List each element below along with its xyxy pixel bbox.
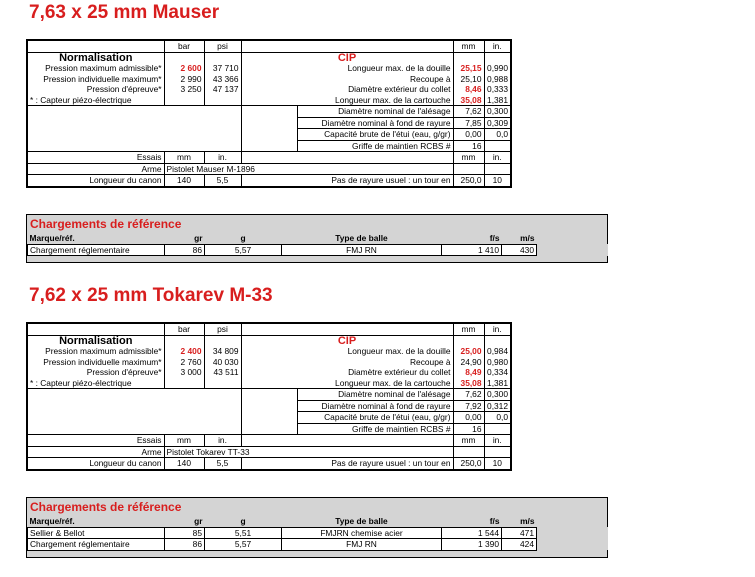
blank-cell bbox=[484, 163, 511, 175]
load-ms: 424 bbox=[502, 539, 537, 551]
pressure-bar-value: 2 400 bbox=[164, 346, 204, 357]
pressure-label: Pression maximum admissible* bbox=[27, 63, 164, 74]
weapon-label: Arme bbox=[27, 446, 164, 458]
dimension-in-value: 0,0 bbox=[484, 129, 511, 141]
dimension-mm-value: 35,08 bbox=[453, 378, 484, 389]
col-header-fps: f/s bbox=[489, 516, 500, 527]
unit-bar: bar bbox=[164, 40, 204, 52]
dimension-in-value: 0,990 bbox=[484, 63, 511, 74]
unit-in: in. bbox=[484, 435, 511, 447]
blank-cell bbox=[241, 412, 297, 424]
footnote: * : Capteur piézo-électrique bbox=[27, 95, 164, 106]
dimension-mm-value: 0,00 bbox=[453, 129, 484, 141]
dimension-mm-value: 24,90 bbox=[453, 357, 484, 368]
dimension-in-value: 0,312 bbox=[484, 400, 511, 412]
unit-mm: mm bbox=[453, 152, 484, 164]
unit-in: in. bbox=[204, 152, 241, 164]
blank-cell bbox=[484, 335, 511, 346]
blank-cell bbox=[241, 106, 297, 118]
dimension-in-value: 0,333 bbox=[484, 84, 511, 95]
essais-header: Essais bbox=[27, 152, 164, 164]
blank-cell bbox=[28, 550, 608, 557]
unit-in: in. bbox=[204, 435, 241, 447]
load-fps: 1 410 bbox=[442, 244, 502, 256]
reference-loads-title: Chargements de référence bbox=[30, 500, 182, 514]
blank-cell bbox=[241, 95, 297, 106]
dimension-mm-value: 16 bbox=[453, 140, 484, 152]
unit-mm: mm bbox=[164, 152, 204, 164]
blank-cell bbox=[164, 52, 204, 63]
twist-rate-mm: 250,0 bbox=[453, 175, 484, 187]
blank-cell bbox=[27, 389, 241, 401]
blank-cell bbox=[27, 423, 241, 435]
dimension-label: Griffe de maintien RCBS # bbox=[297, 140, 453, 152]
blank-cell bbox=[403, 40, 453, 52]
unit-in: in. bbox=[484, 40, 511, 52]
pressure-label: Pression maximum admissible* bbox=[27, 346, 164, 357]
col-header-grains: gr bbox=[194, 516, 203, 527]
dimension-mm-value: 25,00 bbox=[453, 346, 484, 357]
blank-cell bbox=[403, 323, 453, 335]
barrel-length-in: 5,5 bbox=[204, 175, 241, 187]
dimension-label: Recoupe à bbox=[409, 73, 451, 84]
dimension-mm-value: 7,62 bbox=[453, 389, 484, 401]
blank-cell bbox=[164, 95, 204, 106]
load-row bbox=[28, 244, 608, 256]
dimension-mm-value: 7,62 bbox=[453, 106, 484, 118]
pressure-label: Pression d'épreuve* bbox=[27, 84, 164, 95]
dimension-label: Griffe de maintien RCBS # bbox=[297, 423, 453, 435]
dimension-label: Longueur max. de la cartouche bbox=[335, 377, 451, 388]
cartridge-title: 7,63 x 25 mm Mauser bbox=[29, 2, 220, 23]
dimension-in-value: 0,984 bbox=[484, 346, 511, 357]
barrel-length-label: Longueur du canon bbox=[27, 458, 164, 470]
blank-cell bbox=[27, 117, 241, 129]
cip-header: CIP bbox=[337, 335, 357, 346]
load-bullet-type: FMJRN chemise acier bbox=[282, 527, 442, 539]
dimension-label: Diamètre nominal de l'alésage bbox=[297, 106, 453, 118]
weapon-value: Pistolet Tokarev TT-33 bbox=[164, 446, 297, 458]
blank-cell bbox=[27, 40, 164, 52]
blank-cell bbox=[241, 346, 297, 357]
blank-cell bbox=[241, 63, 297, 74]
barrel-length-label: Longueur du canon bbox=[27, 175, 164, 187]
blank-cell bbox=[453, 335, 484, 346]
blank-cell bbox=[27, 129, 241, 141]
essais-header: Essais bbox=[27, 435, 164, 447]
twist-rate-in: 10 bbox=[484, 458, 511, 470]
reference-loads-title: Chargements de référence bbox=[30, 217, 182, 231]
blank-cell bbox=[241, 435, 453, 447]
dimension-label: Capacité brute de l'étui (eau, g/gr) bbox=[297, 129, 453, 141]
dimension-in-value: 0,309 bbox=[484, 117, 511, 129]
dimension-label: Diamètre extérieur du collet bbox=[348, 367, 451, 378]
caliber-spec-table bbox=[26, 322, 510, 471]
dimension-label: Longueur max. de la douille bbox=[347, 63, 451, 74]
blank-cell bbox=[28, 256, 608, 263]
dimension-label: Longueur max. de la cartouche bbox=[335, 94, 451, 105]
dimension-in-value bbox=[484, 423, 511, 435]
dimension-in-value: 0,334 bbox=[484, 367, 511, 378]
blank-cell bbox=[537, 539, 608, 551]
normalisation-header: Normalisation bbox=[27, 52, 164, 63]
col-header-grams: g bbox=[240, 516, 246, 527]
load-row bbox=[28, 539, 608, 551]
blank-cell bbox=[241, 140, 297, 152]
blank-cell bbox=[27, 323, 164, 335]
blank-cell bbox=[241, 323, 403, 335]
blank-cell bbox=[204, 52, 241, 63]
dimension-label: Diamètre nominal à fond de rayure bbox=[297, 117, 453, 129]
pressure-psi-value: 37 710 bbox=[204, 63, 241, 74]
blank-cell bbox=[204, 95, 241, 106]
load-bullet-type: FMJ RN bbox=[282, 539, 442, 551]
col-header-grams: g bbox=[240, 233, 246, 244]
pressure-psi-value: 34 809 bbox=[204, 346, 241, 357]
normalisation-header: Normalisation bbox=[27, 335, 164, 346]
blank-cell bbox=[297, 163, 453, 175]
cartridge-title: 7,62 x 25 mm Tokarev M-33 bbox=[29, 285, 273, 306]
col-header-brand: Marque/réf. bbox=[29, 516, 75, 527]
load-ms: 471 bbox=[502, 527, 537, 539]
blank-cell bbox=[537, 516, 608, 527]
footnote: * : Capteur piézo-électrique bbox=[27, 378, 164, 389]
reference-loads-box bbox=[26, 497, 608, 558]
load-grains: 86 bbox=[165, 539, 205, 551]
col-header-ms: m/s bbox=[520, 516, 535, 527]
cip-header: CIP bbox=[337, 52, 357, 63]
load-grams: 5,51 bbox=[205, 527, 282, 539]
pressure-psi-value: 40 030 bbox=[204, 357, 241, 368]
dimension-in-value bbox=[484, 140, 511, 152]
dimension-mm-value: 7,92 bbox=[453, 400, 484, 412]
dimension-label: Capacité brute de l'étui (eau, g/gr) bbox=[297, 412, 453, 424]
load-brand: Chargement réglementaire bbox=[28, 244, 165, 256]
dimension-label: Longueur max. de la douille bbox=[347, 346, 451, 357]
pressure-psi-value: 43 366 bbox=[204, 74, 241, 85]
barrel-length-mm: 140 bbox=[164, 175, 204, 187]
blank-cell bbox=[241, 84, 297, 95]
blank-cell bbox=[27, 400, 241, 412]
blank-cell bbox=[241, 389, 297, 401]
load-brand: Sellier & Bellot bbox=[28, 527, 165, 539]
load-grams: 5,57 bbox=[205, 244, 282, 256]
dimension-mm-value: 0,00 bbox=[453, 412, 484, 424]
load-bullet-type: FMJ RN bbox=[282, 244, 442, 256]
blank-cell bbox=[204, 378, 241, 389]
pressure-label: Pression individuelle maximum* bbox=[27, 74, 164, 85]
twist-rate-in: 10 bbox=[484, 175, 511, 187]
blank-cell bbox=[27, 412, 241, 424]
unit-mm: mm bbox=[453, 323, 484, 335]
weapon-value: Pistolet Mauser M-1896 bbox=[164, 163, 297, 175]
col-header-bullet-type: Type de balle bbox=[335, 233, 388, 244]
twist-rate-label: Pas de rayure usuel : un tour en bbox=[241, 458, 453, 470]
blank-cell bbox=[241, 40, 403, 52]
blank-cell bbox=[537, 233, 608, 244]
pressure-bar-value: 2 990 bbox=[164, 74, 204, 85]
load-ms: 430 bbox=[502, 244, 537, 256]
blank-cell bbox=[27, 140, 241, 152]
dimension-in-value: 0,300 bbox=[484, 106, 511, 118]
blank-cell bbox=[453, 163, 484, 175]
pressure-bar-value: 3 250 bbox=[164, 84, 204, 95]
dimension-label: Diamètre extérieur du collet bbox=[348, 84, 451, 95]
blank-cell bbox=[241, 378, 297, 389]
blank-cell bbox=[27, 106, 241, 118]
twist-rate-mm: 250,0 bbox=[453, 458, 484, 470]
dimension-label: Recoupe à bbox=[409, 356, 451, 367]
pressure-label: Pression individuelle maximum* bbox=[27, 357, 164, 368]
blank-cell bbox=[537, 527, 608, 539]
blank-cell bbox=[241, 400, 297, 412]
unit-in: in. bbox=[484, 152, 511, 164]
dimension-mm-value: 25,15 bbox=[453, 63, 484, 74]
barrel-length-in: 5,5 bbox=[204, 458, 241, 470]
blank-cell bbox=[164, 335, 204, 346]
col-header-bullet-type: Type de balle bbox=[335, 516, 388, 527]
barrel-length-mm: 140 bbox=[164, 458, 204, 470]
caliber-spec-table bbox=[26, 39, 510, 188]
blank-cell bbox=[204, 335, 241, 346]
load-fps: 1 390 bbox=[442, 539, 502, 551]
pressure-psi-value: 43 511 bbox=[204, 367, 241, 378]
weapon-label: Arme bbox=[27, 163, 164, 175]
col-header-grains: gr bbox=[194, 233, 203, 244]
blank-cell bbox=[241, 152, 453, 164]
dimension-in-value: 0,0 bbox=[484, 412, 511, 424]
dimension-in-value: 0,300 bbox=[484, 389, 511, 401]
unit-mm: mm bbox=[453, 435, 484, 447]
blank-cell bbox=[241, 74, 297, 85]
twist-rate-label: Pas de rayure usuel : un tour en bbox=[241, 175, 453, 187]
pressure-bar-value: 2 760 bbox=[164, 357, 204, 368]
pressure-bar-value: 3 000 bbox=[164, 367, 204, 378]
dimension-label: Diamètre nominal de l'alésage bbox=[297, 389, 453, 401]
blank-cell bbox=[241, 129, 297, 141]
col-header-brand: Marque/réf. bbox=[29, 233, 75, 244]
blank-cell bbox=[453, 446, 484, 458]
unit-psi: psi bbox=[204, 40, 241, 52]
blank-cell bbox=[241, 423, 297, 435]
blank-cell bbox=[537, 244, 608, 256]
load-brand: Chargement réglementaire bbox=[28, 539, 165, 551]
blank-cell bbox=[164, 378, 204, 389]
unit-bar: bar bbox=[164, 323, 204, 335]
blank-cell bbox=[484, 446, 511, 458]
blank-cell bbox=[297, 446, 453, 458]
blank-cell bbox=[241, 117, 297, 129]
blank-cell bbox=[484, 52, 511, 63]
dimension-mm-value: 35,08 bbox=[453, 95, 484, 106]
col-header-fps: f/s bbox=[489, 233, 500, 244]
dimension-in-value: 0,988 bbox=[484, 74, 511, 85]
col-header-ms: m/s bbox=[520, 233, 535, 244]
dimension-mm-value: 16 bbox=[453, 423, 484, 435]
dimension-mm-value: 8,49 bbox=[453, 367, 484, 378]
blank-cell bbox=[453, 52, 484, 63]
dimension-in-value: 0,980 bbox=[484, 357, 511, 368]
load-grains: 86 bbox=[165, 244, 205, 256]
blank-cell bbox=[241, 367, 297, 378]
pressure-bar-value: 2 600 bbox=[164, 63, 204, 74]
load-grains: 85 bbox=[165, 527, 205, 539]
dimension-in-value: 1,381 bbox=[484, 378, 511, 389]
load-row bbox=[28, 527, 608, 539]
dimension-label: Diamètre nominal à fond de rayure bbox=[297, 400, 453, 412]
dimension-in-value: 1,381 bbox=[484, 95, 511, 106]
unit-in: in. bbox=[484, 323, 511, 335]
unit-psi: psi bbox=[204, 323, 241, 335]
unit-mm: mm bbox=[164, 435, 204, 447]
dimension-mm-value: 8,46 bbox=[453, 84, 484, 95]
dimension-mm-value: 7,85 bbox=[453, 117, 484, 129]
load-fps: 1 544 bbox=[442, 527, 502, 539]
pressure-label: Pression d'épreuve* bbox=[27, 367, 164, 378]
unit-mm: mm bbox=[453, 40, 484, 52]
pressure-psi-value: 47 137 bbox=[204, 84, 241, 95]
load-grams: 5,57 bbox=[205, 539, 282, 551]
reference-loads-box bbox=[26, 214, 608, 263]
blank-cell bbox=[241, 357, 297, 368]
dimension-mm-value: 25,10 bbox=[453, 74, 484, 85]
